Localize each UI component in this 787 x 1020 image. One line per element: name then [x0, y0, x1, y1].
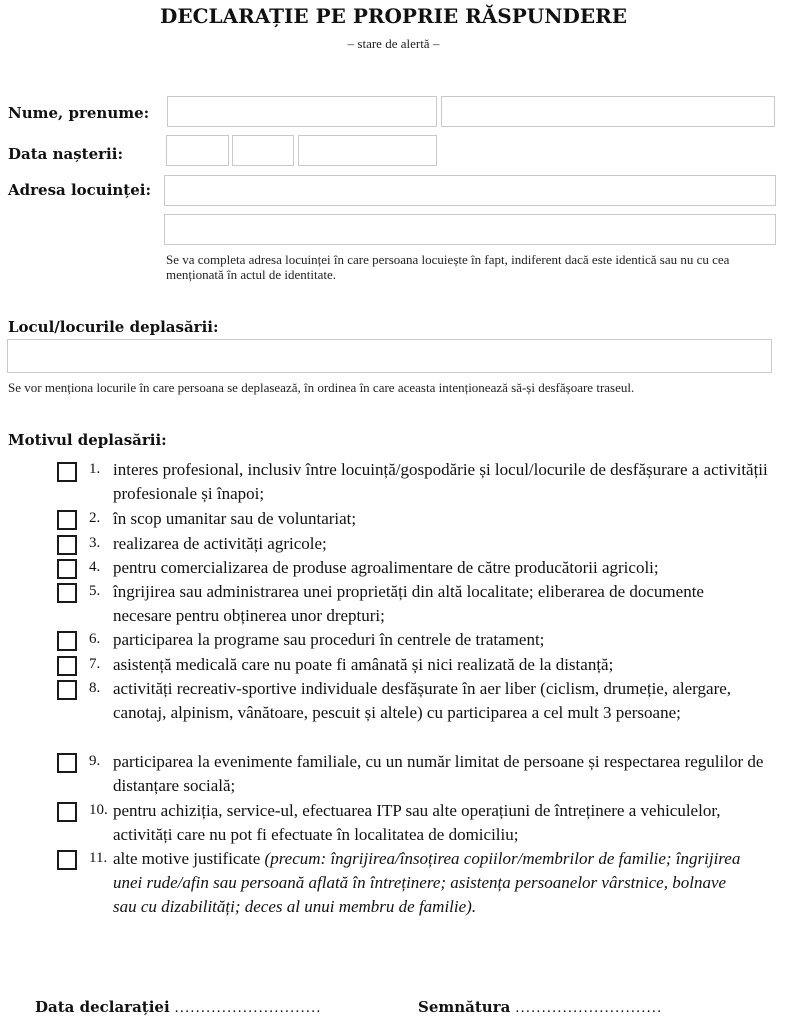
page-title: DECLARAȚIE PE PROPRIE RĂSPUNDERE: [160, 4, 627, 28]
signature-field[interactable]: ............................: [515, 1000, 663, 1016]
reason-text-main: alte motive justificate: [113, 849, 265, 868]
reason-number: 3.: [89, 535, 101, 551]
reason-text: pentru comercializarea de produse agroalimentare de către producătorii agricoli;: [113, 558, 659, 577]
reason-checkbox-5[interactable]: [57, 583, 77, 603]
reason-text: îngrijirea sau administrarea unei proprietăți din altă localitate; eliberarea de documente necesare pentru obținerea unor drepturi;: [113, 582, 704, 625]
reason-checkbox-9[interactable]: [57, 753, 77, 773]
declaration-date-field[interactable]: ............................: [174, 1000, 322, 1016]
address-line1-field[interactable]: [164, 175, 776, 206]
reason-number: 6.: [89, 631, 101, 647]
address-line2-field[interactable]: [164, 214, 776, 245]
reason-checkbox-11[interactable]: [57, 850, 77, 870]
reason-text: asistență medicală care nu poate fi amânată și nici realizată de la distanță;: [113, 655, 614, 674]
reason-number: 9.: [89, 753, 101, 769]
reason-text: realizarea de activități agricole;: [113, 534, 327, 553]
birth-day-field[interactable]: [166, 135, 229, 166]
reason-checkbox-1[interactable]: [57, 462, 77, 482]
signature-row: [418, 997, 662, 1017]
first-name-field[interactable]: [441, 96, 775, 127]
reason-text: [113, 847, 743, 919]
reason-checkbox-10[interactable]: [57, 802, 77, 822]
name-label: Nume, prenume:: [8, 104, 150, 122]
reason-checkbox-8[interactable]: [57, 680, 77, 700]
places-label: Locul/locurile deplasării:: [8, 318, 219, 336]
reason-number: 8.: [89, 680, 101, 696]
reason-checkbox-4[interactable]: [57, 559, 77, 579]
reason-number: 11.: [89, 850, 108, 866]
reason-number: 5.: [89, 583, 101, 599]
birth-month-field[interactable]: [232, 135, 294, 166]
reason-text: în scop umanitar sau de voluntariat;: [113, 509, 357, 528]
reason-text: participarea la evenimente familiale, cu un număr limitat de persoane și respectarea regulilor de distanțare socială;: [113, 752, 764, 795]
reason-text: activități recreativ-sportive individuale desfășurate în aer liber (ciclism, drumeție, alergare, canotaj, alpinism, vânătoare, pescuit și altele) cu participarea a cel mult 3 persoane;: [113, 679, 732, 722]
reasons-label: Motivul deplasării:: [8, 431, 167, 449]
places-field[interactable]: [7, 339, 772, 373]
declaration-date-label: Data declarației: [35, 998, 170, 1016]
reason-number: 1.: [89, 461, 101, 477]
address-note: Se va completa adresa locuinței în care persoana locuiește în fapt, indiferent dacă este identică sau nu cu cea menționată în actul de identitate.: [166, 252, 730, 282]
reason-number: 10.: [89, 802, 108, 818]
reason-text: interes profesional, inclusiv între locuință/gospodărie și locul/locurile de desfășurare a activității profesionale și înapoi;: [113, 460, 768, 503]
reason-text: participarea la programe sau proceduri în centrele de tratament;: [113, 630, 545, 649]
declaration-date-row: [35, 997, 322, 1017]
reason-checkbox-2[interactable]: [57, 510, 77, 530]
page-subtitle: – stare de alertă –: [347, 36, 440, 51]
birth-date-label: Data nașterii:: [8, 145, 123, 163]
signature-label: Semnătura: [418, 998, 511, 1016]
places-note: Se vor menționa locurile în care persoana se deplasează, în ordinea în care aceasta intenționează să-și desfășoare traseul.: [8, 380, 635, 395]
reason-checkbox-7[interactable]: [57, 656, 77, 676]
reason-number: 7.: [89, 656, 101, 672]
birth-year-field[interactable]: [298, 135, 437, 166]
reason-checkbox-3[interactable]: [57, 535, 77, 555]
reason-text: pentru achiziția, service-ul, efectuarea ITP sau alte operațiuni de întreținere a vehiculelor, activități care nu pot fi efectuate în localitatea de domiciliu;: [113, 801, 721, 844]
reason-number: 4.: [89, 559, 101, 575]
last-name-field[interactable]: [167, 96, 437, 127]
reason-checkbox-6[interactable]: [57, 631, 77, 651]
reason-text-examples: (precum: îngrijirea/însoțirea copiilor/membrilor de familie; îngrijirea unei rude/afin sau persoană aflată în întreținere; asistența persoanelor vârstnice, bolnave sau cu dizabilități; deces al unui membru de familie).: [113, 849, 741, 916]
reason-number: 2.: [89, 510, 101, 526]
address-label: Adresa locuinței:: [8, 181, 152, 199]
